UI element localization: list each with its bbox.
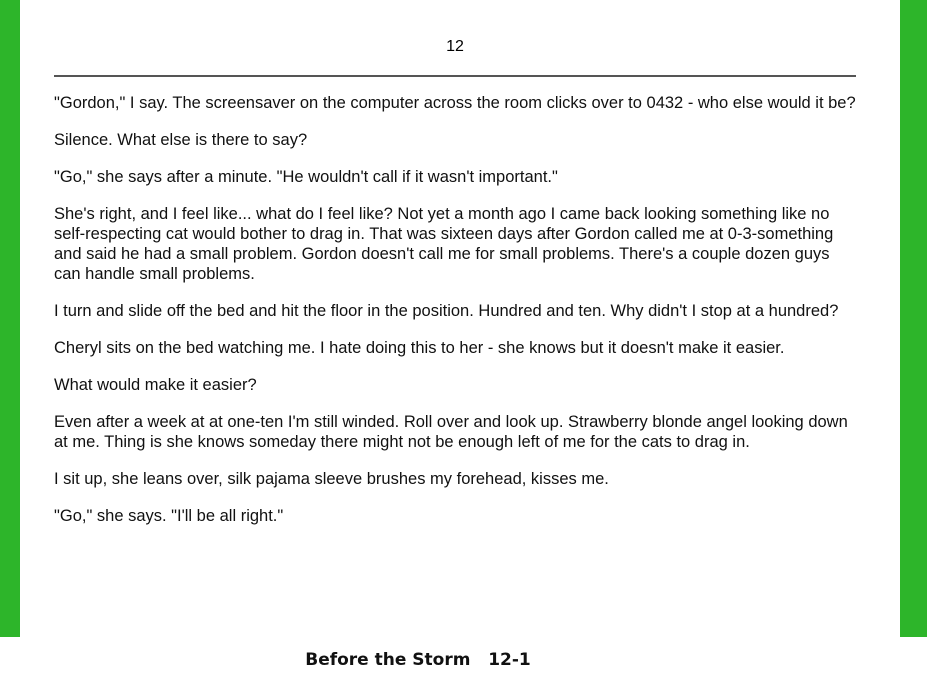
paragraph: What would make it easier?	[54, 376, 257, 394]
right-frame-border	[900, 0, 927, 637]
left-frame-border	[0, 0, 20, 637]
paragraph: She's right, and I feel like... what do I feel like? Not yet a month ago I came back looking something like no self-respecting cat would bother to drag in. That was sixteen days after Gordon called me at 0-3-something and said he had a small problem. Gordon doesn't call me for small problems. There's a couple dozen guys can handle small problems.	[54, 205, 834, 283]
page-body	[54, 93, 858, 543]
paragraph: Silence. What else is there to say?	[54, 131, 308, 149]
page-number: 12	[446, 38, 464, 55]
paragraph: "Go," she says. "I'll be all right."	[54, 507, 284, 525]
document-footer-title: Before the Storm 12-1	[305, 650, 531, 670]
header-divider	[54, 75, 856, 77]
document-page	[20, 0, 900, 637]
paragraph: "Gordon," I say. The screensaver on the computer across the room clicks over to 0432 - who else would it be?	[54, 94, 856, 112]
paragraph: I sit up, she leans over, silk pajama sleeve brushes my forehead, kisses me.	[54, 470, 609, 488]
paragraph: Cheryl sits on the bed watching me. I hate doing this to her - she knows but it doesn't make it easier.	[54, 339, 785, 357]
paragraph: Even after a week at at one-ten I'm still winded. Roll over and look up. Strawberry blonde angel looking down at me. Thing is she knows someday there might not be enough left of me for the cats to drag in.	[54, 413, 848, 451]
paragraph: I turn and slide off the bed and hit the floor in the position. Hundred and ten. Why didn't I stop at a hundred?	[54, 302, 839, 320]
paragraph: "Go," she says after a minute. "He wouldn't call if it wasn't important."	[54, 168, 558, 186]
